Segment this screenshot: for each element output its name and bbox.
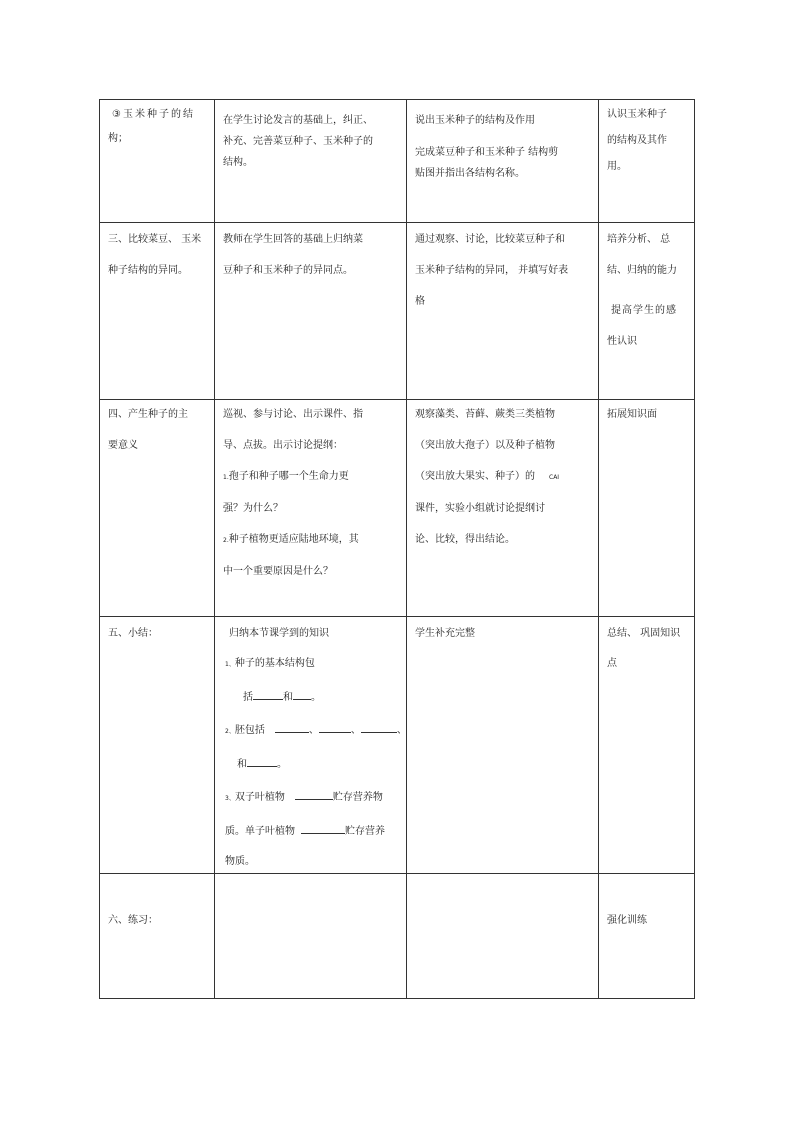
row3-student-line bbox=[415, 470, 590, 485]
row4-goal-line: 总结、 巩固知识 bbox=[607, 628, 681, 639]
row3-student-line: 论、比较，得出结论。 bbox=[415, 534, 515, 545]
row1-teacher-line: 结构。 bbox=[223, 157, 253, 168]
row5-topic-line: 六、练习： bbox=[108, 915, 158, 926]
summary-line: 2、胚包括 、 、 、 bbox=[225, 721, 398, 739]
row1-student-line: 贴图并指出各结构名称。 bbox=[415, 168, 525, 179]
row1-topic-line: 构； bbox=[108, 133, 128, 144]
fill-blank bbox=[247, 755, 277, 767]
row3-topic-line: 要意义 bbox=[108, 440, 138, 451]
summary-line: 质。单子叶植物 贮存营养 bbox=[225, 822, 398, 839]
row1-goal-cell bbox=[599, 100, 695, 223]
row1-student-cell bbox=[407, 100, 599, 223]
row3-teacher-cell bbox=[215, 400, 407, 617]
row3-teacher-line: 巡视、参与讨论、出示课件、指 bbox=[223, 409, 363, 420]
row3-topic-line: 四、产生种子的主 bbox=[108, 409, 188, 420]
fill-blank bbox=[275, 721, 309, 733]
row2-topic-line: 三、比较菜豆、 玉米 bbox=[108, 234, 202, 245]
summary-line: 3、双子叶植物 贮存营养物 bbox=[225, 788, 398, 806]
row3-student-line: 课件，实验小组就讨论提纲讨 bbox=[415, 503, 545, 514]
row2-teacher-line: 豆种子和玉米种子的异同点。 bbox=[223, 265, 353, 276]
row3-teacher-line: 导、点拔。出示讨论提纲： bbox=[223, 440, 343, 451]
row1-student-line: 说出玉米种子的结构及作用 bbox=[415, 115, 535, 126]
discussion-question-2: 种子植物更适应陆地环境，其 bbox=[228, 534, 359, 545]
list-number: 2. bbox=[223, 537, 229, 544]
row3-topic-cell bbox=[100, 400, 215, 617]
fill-blank bbox=[319, 721, 351, 733]
row1-goal-line: 的结构及其作 bbox=[607, 135, 667, 146]
row5-teacher-cell bbox=[215, 874, 407, 999]
row5-goal-line: 强化训练 bbox=[607, 915, 647, 926]
fill-blank bbox=[295, 788, 333, 800]
list-number: 1. bbox=[223, 474, 229, 481]
row1-topic-cell bbox=[100, 100, 215, 223]
table-row bbox=[100, 617, 695, 874]
row2-teacher-cell bbox=[215, 223, 407, 400]
row3-goal-cell bbox=[599, 400, 695, 617]
row2-goal-line: 性认识 bbox=[607, 336, 637, 347]
row1-goal-line: 认识玉米种子 bbox=[607, 109, 667, 120]
fill-blank bbox=[253, 688, 283, 700]
row1-teacher-line: 在学生讨论发言的基础上，纠正、 bbox=[223, 115, 373, 126]
row3-student-line: （突出放大孢子）以及种子植物 bbox=[415, 440, 555, 451]
row3-student-text: （突出放大果实、种子）的 bbox=[415, 471, 535, 482]
table-row bbox=[100, 100, 695, 223]
discussion-question-1: 孢子和种子哪一个生命力更 bbox=[228, 471, 349, 482]
row2-teacher-line: 教师在学生回答的基础上归纳菜 bbox=[223, 234, 363, 245]
fill-blank bbox=[361, 721, 397, 733]
row2-goal-cell bbox=[599, 223, 695, 400]
summary-line: 1、种子的基本结构包 bbox=[225, 658, 315, 669]
fill-blank bbox=[301, 822, 345, 834]
row1-topic-line: ③玉米种子的结 bbox=[112, 109, 195, 120]
row2-student-line: 格 bbox=[415, 296, 425, 307]
row4-topic-line: 五、小结： bbox=[108, 628, 158, 639]
row1-goal-line: 用。 bbox=[607, 161, 627, 172]
row3-teacher-line: 中一个重要原因是什么？ bbox=[223, 566, 333, 577]
summary-line: 括 和 。 bbox=[225, 688, 398, 705]
table-row bbox=[100, 223, 695, 400]
cai-tag: CAI bbox=[549, 474, 560, 481]
row1-teacher-cell bbox=[215, 100, 407, 223]
row3-student-cell bbox=[407, 400, 599, 617]
table-row bbox=[100, 874, 695, 999]
row4-goal-cell bbox=[599, 617, 695, 874]
row5-topic-cell bbox=[100, 874, 215, 999]
row4-goal-line: 点 bbox=[607, 658, 617, 669]
lesson-plan-table bbox=[99, 99, 695, 999]
row5-student-cell bbox=[407, 874, 599, 999]
row2-goal-line: 培养分析、 总 bbox=[607, 234, 671, 245]
summary-heading: 归纳本节课学到的知识 bbox=[229, 628, 329, 639]
row4-summary-cell bbox=[215, 617, 407, 874]
summary-line: 和 。 bbox=[225, 755, 398, 772]
row1-teacher-line: 补充、完善菜豆种子、玉米种子的 bbox=[223, 136, 373, 147]
row4-student-cell bbox=[407, 617, 599, 874]
row2-topic-cell bbox=[100, 223, 215, 400]
row5-goal-cell bbox=[599, 874, 695, 999]
row3-teacher-line bbox=[223, 470, 398, 485]
summary-line: 物质。 bbox=[225, 856, 255, 867]
row1-student-line: 完成菜豆种子和玉米种子 结构剪 bbox=[415, 147, 559, 158]
row2-student-line: 通过观察、讨论，比较菜豆种子和 bbox=[415, 234, 565, 245]
row3-goal-line: 拓展知识面 bbox=[607, 409, 657, 420]
row2-student-line: 玉米种子结构的异同， 并填写好表 bbox=[415, 265, 569, 276]
row3-teacher-line bbox=[223, 533, 398, 548]
row2-goal-line: 提高学生的感 bbox=[611, 305, 677, 316]
row3-teacher-line: 强？为什么？ bbox=[223, 503, 283, 514]
row2-student-cell bbox=[407, 223, 599, 400]
row4-student-line: 学生补充完整 bbox=[415, 628, 475, 639]
row2-goal-line: 结、归纳的能力 bbox=[607, 265, 677, 276]
row3-student-line: 观察藻类、苔藓、蕨类三类植物 bbox=[415, 409, 555, 420]
row4-topic-cell bbox=[100, 617, 215, 874]
table-row bbox=[100, 400, 695, 617]
row2-topic-line: 种子结构的异同。 bbox=[108, 265, 188, 276]
fill-blank bbox=[293, 688, 311, 700]
